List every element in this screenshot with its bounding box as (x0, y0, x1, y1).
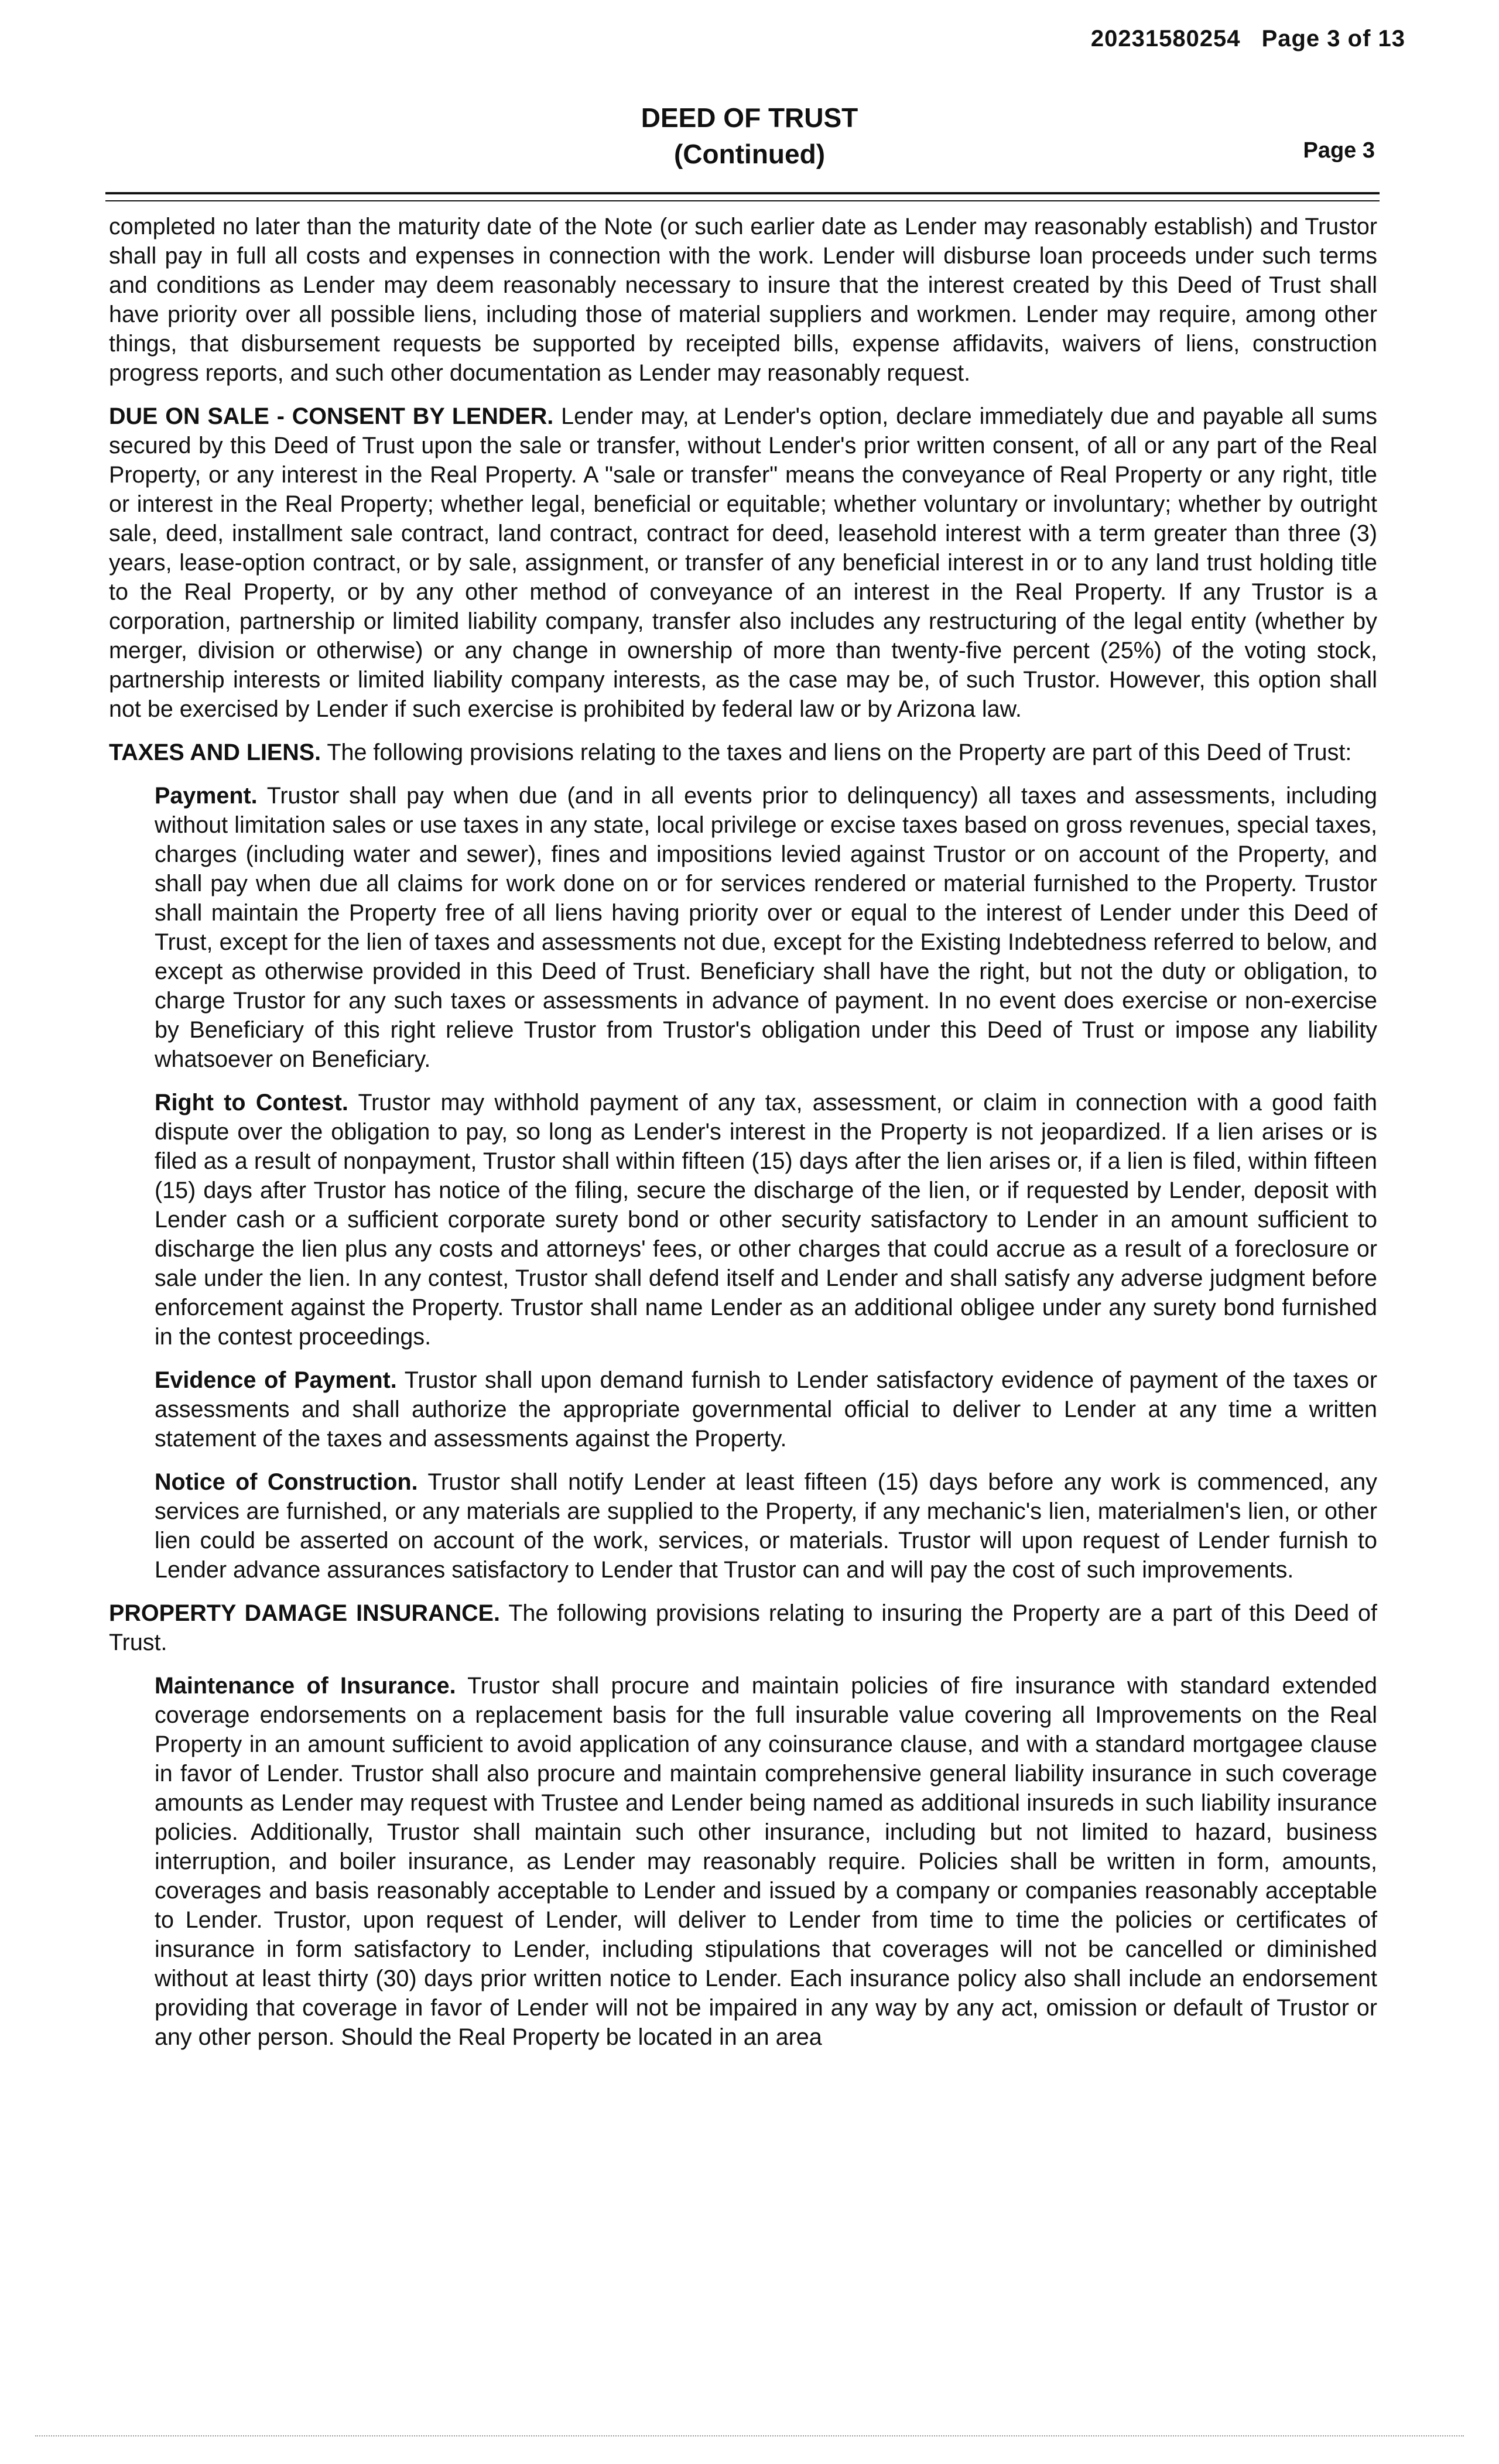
header-divider (105, 192, 1380, 194)
record-number: 20231580254 (1090, 26, 1241, 52)
page-subtitle: (Continued) (673, 139, 826, 169)
document-body (109, 212, 1377, 2066)
paragraph-taxes-and-liens: TAXES AND LIENS. The following provisions relating to the taxes and liens on the Property are part of this Deed of Trust: (109, 740, 1352, 765)
paragraph-payment: Payment. Trustor shall pay when due (and in all events prior to delinquency) all taxes and assessments, including without limitation sales or use taxes in any state, local privilege or excise taxes based on gross revenues, special taxes, charges (including water and sewer), fines and impositions levied against Trustor or on account of the Property, and shall pay when due all claims for work done on or for services rendered or material furnished to the Property. Trustor shall maintain the Property free of all liens having priority over or equal to the interest of Lender under this Deed of Trust, except for the lien of taxes and assessments not due, except for the Existing Indebtedness referred to below, and except as otherwise provided in this Deed of Trust. Beneficiary shall have the right, but not the duty or obligation, to charge Trustor for any such taxes or assessments in advance of payment. In no event does exercise or non-exercise by Beneficiary of this right relieve Trustor from Trustor's obligation under this Deed of Trust or impose any liability whatsoever on Beneficiary. (155, 783, 1377, 1072)
page-title: DEED OF TRUST (641, 102, 858, 133)
page-label: Page 3 (1303, 138, 1375, 163)
paragraph-maintenance-of-insurance: Maintenance of Insurance. Trustor shall procure and maintain policies of fire insurance with standard extended coverage endorsements on a replacement basis for the full insurable value covering all Improvements on the Real Property in an amount sufficient to avoid application of any coinsurance clause, and with a standard mortgagee clause in favor of Lender. Trustor shall also procure and maintain comprehensive general liability insurance in such coverage amounts as Lender may request with Trustee and Lender being named as additional insureds in such liability insurance policies. Additionally, Trustor shall maintain such other insurance, including but not limited to hazard, business interruption, and boiler insurance, as Lender may reasonably require. Policies shall be written in form, amounts, coverages and basis reasonably acceptable to Lender and issued by a company or companies reasonably acceptable to Lender. Trustor, upon request of Lender, will deliver to Lender from time to time the policies or certificates of insurance in form satisfactory to Lender, including stipulations that coverages will not be cancelled or diminished without at least thirty (30) days prior written notice to Lender. Each insurance policy also shall include an endorsement providing that coverage in favor of Lender will not be impaired in any way by any act, omission or default of Trustor or any other person. Should the Real Property be located in an area (155, 1673, 1378, 2050)
paragraph-property-damage-insurance: PROPERTY DAMAGE INSURANCE. The following provisions relating to insuring the Property are a part of this Deed of Trust. (109, 1600, 1377, 1655)
paragraph-notice-of-construction: Notice of Construction. Trustor shall notify Lender at least fifteen (15) days before any work is commenced, any services are furnished, or any materials are supplied to the Property, if any mechanic's lien, materialmen's lien, or other lien could be asserted on account of the work, services, or materials. Trustor will upon request of Lender furnish to Lender advance assurances satisfactory to Lender that Trustor can and will pay the cost of such improvements. (155, 1469, 1377, 1583)
header-divider-thin (105, 200, 1380, 201)
document-header-record (1070, 26, 1405, 52)
paragraph-evidence-of-payment: Evidence of Payment. Trustor shall upon demand furnish to Lender satisfactory evidence of payment of the taxes or assessments and shall authorize the appropriate governmental official to deliver to Lender at any time a written statement of the taxes and assessments against the Property. (155, 1367, 1377, 1452)
paragraph-due-on-sale: DUE ON SALE - CONSENT BY LENDER. Lender may, at Lender's option, declare immediately due and payable all sums secured by this Deed of Trust upon the sale or transfer, without Lender's prior written consent, of all or any part of the Real Property, or any interest in the Real Property. A "sale or transfer" means the conveyance of Real Property or any right, title or interest in the Real Property; whether legal, beneficial or equitable; whether voluntary or involuntary; whether by outright sale, deed, installment sale contract, land contract, contract for deed, leasehold interest with a term greater than three (3) years, lease-option contract, or by sale, assignment, or transfer of any beneficial interest in or to any land trust holding title to the Real Property, or by any other method of conveyance of an interest in the Real Property. If any Trustor is a corporation, partnership or limited liability company, transfer also includes any restructuring of the legal entity (whether by merger, division or otherwise) or any change in ownership of more than twenty-five percent (25%) of the voting stock, partnership interests or limited liability company interests, as the case may be, of such Trustor. However, this option shall not be exercised by Lender if such exercise is prohibited by federal law or by Arizona law. (109, 403, 1377, 722)
scan-artifact-line (35, 2435, 1464, 2438)
page-title-block (0, 100, 1499, 172)
paragraph-continued: completed no later than the maturity date of the Note (or such earlier date as Lender may reasonably establish) and Trustor shall pay in full all costs and expenses in connection with the work. Lender will disburse loan proceeds under such terms and conditions as Lender may deem reasonably necessary to insure that the interest created by this Deed of Trust shall have priority over all possible liens, including those of material suppliers and workmen. Lender may require, among other things, that disbursement requests be supported by receipted bills, expense affidavits, waivers of liens, construction progress reports, and such other documentation as Lender may reasonably request. (109, 214, 1377, 386)
paragraph-right-to-contest: Right to Contest. Trustor may withhold payment of any tax, assessment, or claim in connection with a good faith dispute over the obligation to pay, so long as Lender's interest in the Property is not jeopardized. If a lien arises or is filed as a result of nonpayment, Trustor shall within fifteen (15) days after the lien arises or, if a lien is filed, within fifteen (15) days after Trustor has notice of the filing, secure the discharge of the lien, or if requested by Lender, deposit with Lender cash or a sufficient corporate surety bond or other security satisfactory to Lender in an amount sufficient to discharge the lien plus any costs and attorneys' fees, or other charges that could accrue as a result of a foreclosure or sale under the lien. In any contest, Trustor shall defend itself and Lender and shall satisfy any adverse judgment before enforcement against the Property. Trustor shall name Lender as an additional obligee under any surety bond furnished in the contest proceedings. (155, 1090, 1377, 1350)
page-of-total: Page 3 of 13 (1261, 26, 1405, 52)
